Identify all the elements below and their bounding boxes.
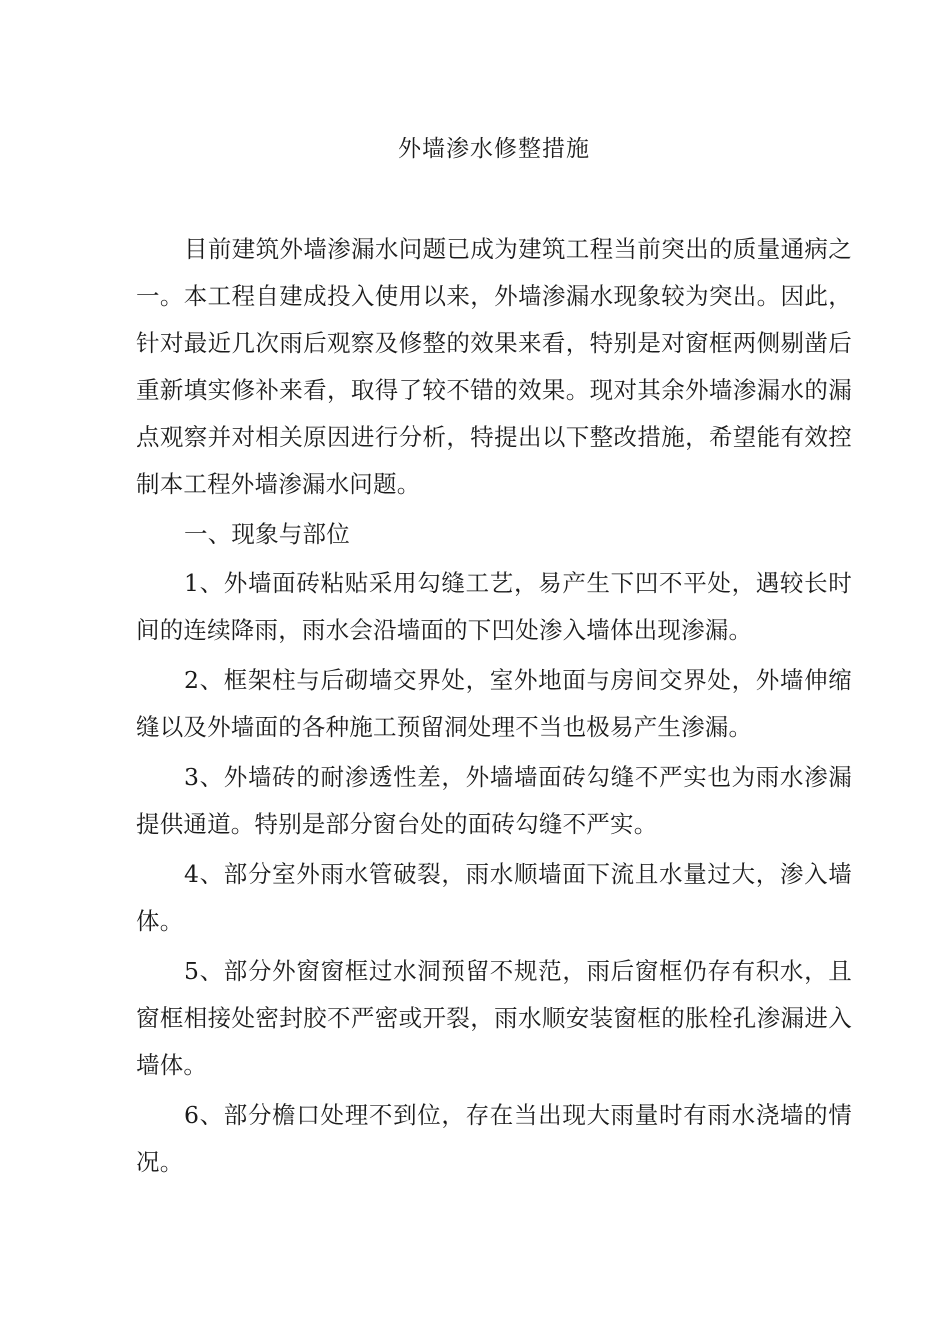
list-item-4: 4、部分室外雨水管破裂，雨水顺墙面下流且水量过大，渗入墙体。 [136, 860, 852, 935]
document-title: 外墙渗水修整措施 [398, 136, 590, 162]
list-item-3: 3、外墙砖的耐渗透性差，外墙墙面砖勾缝不严实也为雨水渗漏提供通道。特别是部分窗台处的面砖勾缝不严实。 [136, 763, 852, 838]
intro-paragraph: 目前建筑外墙渗漏水问题已成为建筑工程当前突出的质量通病之一。本工程自建成投入使用以来，外墙渗漏水现象较为突出。因此，针对最近几次雨后观察及修整的效果来看，特别是对窗框两侧剔凿后重新填实修补来看，取得了较不错的效果。现对其余外墙渗漏水的漏点观察并对相关原因进行分析，特提出以下整改措施，希望能有效控制本工程外墙渗漏水问题。 [136, 235, 852, 498]
list-item-2: 2、框架柱与后砌墙交界处，室外地面与房间交界处，外墙伸缩缝以及外墙面的各种施工预留洞处理不当也极易产生渗漏。 [136, 666, 852, 741]
list-item-5: 5、部分外窗窗框过水洞预留不规范，雨后窗框仍存有积水，且窗框相接处密封胶不严密或开裂，雨水顺安装窗框的胀栓孔渗漏进入墙体。 [136, 957, 852, 1079]
section-heading: 一、现象与部位 [184, 520, 350, 548]
list-item-6: 6、部分檐口处理不到位，存在当出现大雨量时有雨水浇墙的情况。 [136, 1101, 852, 1176]
document-body [136, 226, 852, 1189]
list-item-1: 1、外墙面砖粘贴采用勾缝工艺，易产生下凹不平处，遇较长时间的连续降雨，雨水会沿墙面的下凹处渗入墙体出现渗漏。 [136, 569, 852, 644]
